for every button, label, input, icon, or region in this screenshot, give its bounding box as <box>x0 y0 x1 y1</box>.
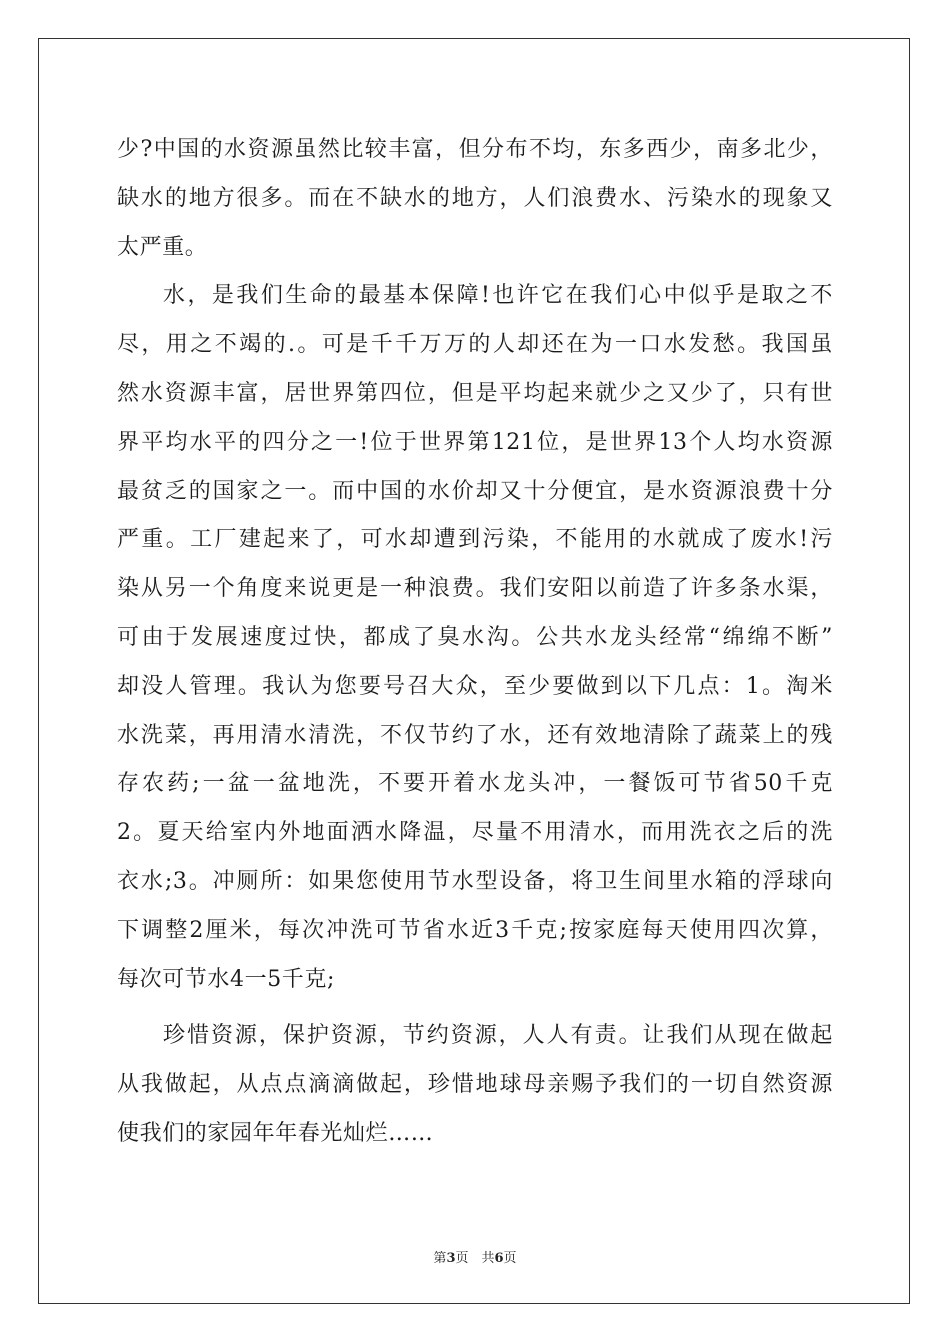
page-prefix: 第 <box>433 1251 447 1266</box>
text-line: 从我做起，从点点滴滴做起，珍惜地球母亲赐予我们的一切自然资源 <box>117 1072 833 1098</box>
text-line: 尽，用之不竭的.。可是千千万万的人却还在为一口水发愁。我国虽 <box>117 332 833 358</box>
page-suffix: 页 <box>503 1251 517 1266</box>
text-line: 缺水的地方很多。而在不缺水的地方，人们浪费水、污染水的现象又 <box>117 185 833 211</box>
page-footer <box>0 1247 950 1266</box>
text-line: 染从另一个角度来说更是一种浪费。我们安阳以前造了许多条水渠， <box>117 576 833 602</box>
paragraph-1 <box>117 126 833 272</box>
text-line: 太严重。 <box>117 234 208 260</box>
text-line: 界平均水平的四分之一!位于世界第121位，是世界13个人均水资源 <box>117 429 833 455</box>
page-mid-text: 页 共 <box>455 1251 495 1266</box>
text-line: 最贫乏的国家之一。而中国的水价却又十分便宜，是水资源浪费十分 <box>117 478 833 504</box>
text-line: 可由于发展速度过快，都成了臭水沟。公共水龙头经常“绵绵不断” <box>117 624 833 650</box>
paragraph-spacer <box>117 1004 833 1012</box>
text-line: 水，是我们生命的最基本保障!也许它在我们心中似乎是取之不 <box>163 283 833 309</box>
paragraph-2 <box>117 272 833 1004</box>
text-line: 衣水;3。冲厕所：如果您使用节水型设备，将卫生间里水箱的浮球向 <box>117 868 833 894</box>
page-current-number: 3 <box>446 1251 456 1266</box>
text-line: 却没人管理。我认为您要号召大众，至少要做到以下几点：1。淘米 <box>117 673 833 699</box>
text-line: 存农药;一盆一盆地洗，不要开着水龙头冲，一餐饭可节省50千克 <box>117 771 833 797</box>
text-line: 少?中国的水资源虽然比较丰富，但分布不均，东多西少，南多北少， <box>117 137 833 162</box>
text-line: 严重。工厂建起来了，可水却遭到污染，不能用的水就成了废水!污 <box>117 527 833 553</box>
page-total-number: 6 <box>494 1251 504 1266</box>
text-line: 下调整2厘米，每次冲洗可节省水近3千克;按家庭每天使用四次算， <box>117 917 833 943</box>
text-line: 水洗菜，再用清水清洗，不仅节约了水，还有效地清除了蔬菜上的残 <box>117 722 833 748</box>
text-line: 2。夏天给室内外地面洒水降温，尽量不用清水，而用洗衣之后的洗 <box>117 820 833 846</box>
text-line: 然水资源丰富，居世界第四位，但是平均起来就少之又少了，只有世 <box>117 380 833 406</box>
text-line: 珍惜资源，保护资源，节约资源，人人有责。让我们从现在做起 <box>163 1023 833 1049</box>
text-line: 使我们的家园年年春光灿烂…… <box>117 1120 434 1146</box>
text-line: 每次可节水4一5千克; <box>117 966 336 992</box>
document-body <box>117 126 833 1159</box>
paragraph-3 <box>117 1012 833 1158</box>
